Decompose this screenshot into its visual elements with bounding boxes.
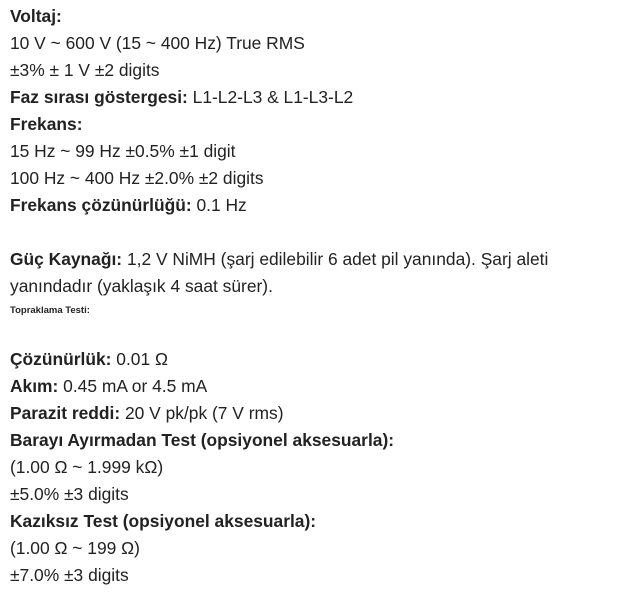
current-row bbox=[10, 373, 627, 400]
power-supply-paragraph bbox=[10, 246, 627, 300]
grounding-test-heading: Topraklama Testi: bbox=[10, 305, 90, 316]
frequency-range-low: 15 Hz ~ 99 Hz ±0.5% ±1 digit bbox=[10, 141, 236, 161]
bar-test-accuracy: ±5.0% ±3 digits bbox=[10, 484, 129, 504]
frequency-label: Frekans: bbox=[10, 114, 83, 134]
power-supply-label: Güç Kaynağı: bbox=[10, 249, 123, 269]
noise-rejection-value: 20 V pk/pk (7 V rms) bbox=[120, 403, 284, 423]
bar-test-range: (1.00 Ω ~ 1.999 kΩ) bbox=[10, 457, 164, 477]
stakeless-test-accuracy: ±7.0% ±3 digits bbox=[10, 565, 129, 585]
frequency-range-high: 100 Hz ~ 400 Hz ±2.0% ±2 digits bbox=[10, 168, 264, 188]
resolution-row bbox=[10, 346, 627, 373]
voltage-accuracy: ±3% ± 1 V ±2 digits bbox=[10, 60, 160, 80]
stakeless-test-label: Kazıksız Test (opsiyonel aksesuarla): bbox=[10, 511, 317, 531]
noise-rejection-row bbox=[10, 400, 627, 427]
current-label: Akım: bbox=[10, 376, 59, 396]
voltage-label: Voltaj: bbox=[10, 6, 62, 26]
resolution-label: Çözünürlük: bbox=[10, 349, 112, 369]
phase-sequence-label: Faz sırası göstergesi: bbox=[10, 87, 188, 107]
power-supply-value: 1,2 V NiMH (şarj edilebilir 6 adet pil yanında). Şarj aleti yanındadır (yaklaşık 4 saat sürer). bbox=[10, 249, 549, 296]
voltage-range: 10 V ~ 600 V (15 ~ 400 Hz) True RMS bbox=[10, 33, 305, 53]
phase-sequence-value: L1-L2-L3 & L1-L3-L2 bbox=[187, 87, 354, 107]
noise-rejection-label: Parazit reddi: bbox=[10, 403, 121, 423]
bar-test-label: Barayı Ayırmadan Test (opsiyonel aksesuarla): bbox=[10, 430, 395, 450]
phase-sequence-row bbox=[10, 84, 627, 111]
current-value: 0.45 mA or 4.5 mA bbox=[58, 376, 208, 396]
stakeless-test-range: (1.00 Ω ~ 199 Ω) bbox=[10, 538, 140, 558]
spacer bbox=[10, 219, 627, 246]
frequency-resolution-value: 0.1 Hz bbox=[191, 195, 247, 215]
resolution-value: 0.01 Ω bbox=[111, 349, 168, 369]
frequency-resolution-row bbox=[10, 192, 627, 219]
frequency-resolution-label: Frekans çözünürlüğü: bbox=[10, 195, 192, 215]
